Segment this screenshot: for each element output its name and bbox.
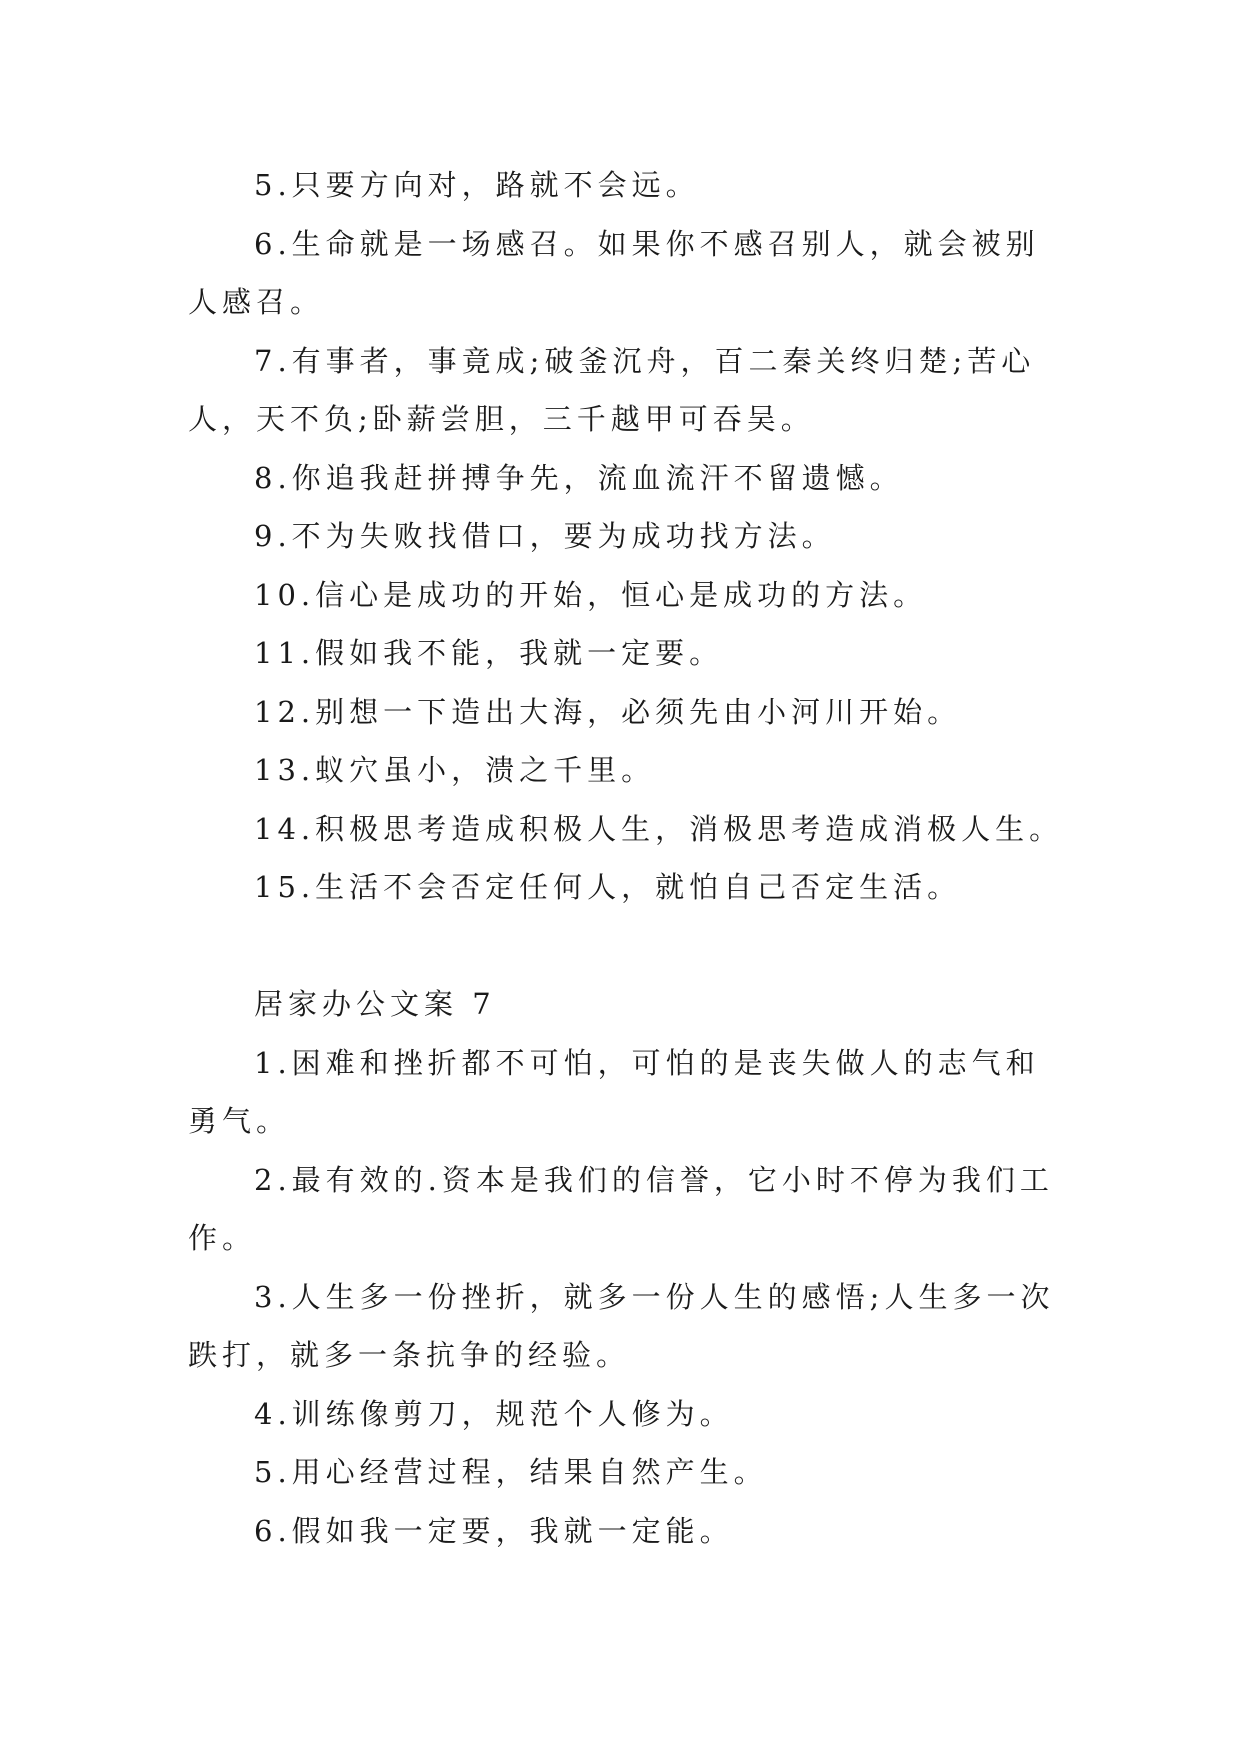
paragraph: 5.用心经营过程，结果自然产生。 xyxy=(254,1455,768,1489)
paragraph: 6.假如我一定要，我就一定能。 xyxy=(254,1513,734,1548)
paragraph: 4.训练像剪刀，规范个人修为。 xyxy=(254,1396,734,1431)
paragraph: 14.积极思考造成积极人生，消极思考造成消极人生。 xyxy=(254,811,1064,846)
paragraph: 15.生活不会否定任何人，就怕自己否定生活。 xyxy=(254,870,962,904)
paragraph: 1.困难和挫折都不可怕，可怕的是丧失做人的志气和勇气。 xyxy=(188,1045,1040,1138)
paragraph: 13.蚁穴虽小，溃之千里。 xyxy=(254,753,656,787)
paragraph: 11.假如我不能，我就一定要。 xyxy=(254,636,724,670)
paragraph: 8.你追我赶拼搏争先，流血流汗不留遗憾。 xyxy=(254,460,904,495)
paragraph: 2.最有效的.资本是我们的信誉，它小时不停为我们工作。 xyxy=(188,1162,1054,1255)
section-heading: 居家办公文案 7 xyxy=(254,987,496,1021)
paragraph: 6.生命就是一场感召。如果你不感召别人，就会被别人感召。 xyxy=(188,226,1040,319)
paragraph: 12.别想一下造出大海，必须先由小河川开始。 xyxy=(254,694,962,729)
paragraph: 10.信心是成功的开始，恒心是成功的方法。 xyxy=(254,577,928,612)
document-body xyxy=(188,156,1064,1560)
paragraph: 9.不为失败找借口，要为成功找方法。 xyxy=(254,519,836,553)
paragraph: 7.有事者，事竟成;破釜沉舟，百二秦关终归楚;苦心人，天不负;卧薪尝胆，三千越甲可吞吴。 xyxy=(188,343,1036,436)
paragraph: 5.只要方向对，路就不会远。 xyxy=(254,168,700,202)
paragraph: 3.人生多一份挫折，就多一份人生的感悟;人生多一次跌打，就多一条抗争的经验。 xyxy=(188,1279,1055,1372)
section-spacer xyxy=(188,917,1064,976)
